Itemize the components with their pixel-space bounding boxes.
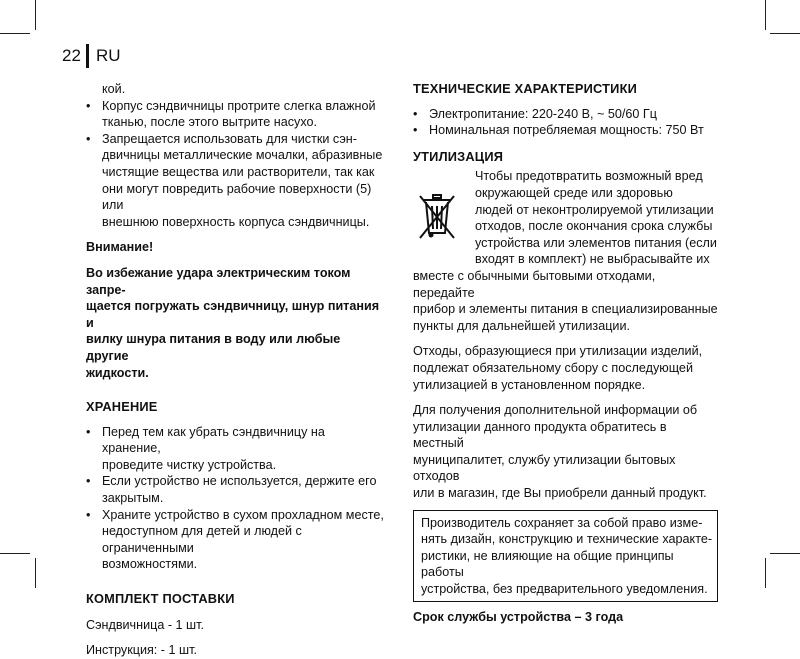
service-life: Срок службы устройства – 3 года — [413, 609, 624, 624]
text-line: двичницы металлические мочалки, абразивные — [102, 148, 383, 163]
text-line: Производитель сохраняет за собой право изме- — [421, 515, 703, 530]
text-line: они могут повредить рабочие поверхности (5) или — [102, 181, 372, 213]
list-item — [86, 98, 386, 131]
text-line: внешнюю поверхность корпуса сэндвичницы. — [102, 214, 370, 229]
right-column — [413, 81, 718, 625]
kit-heading: КОМПЛЕКТ ПОСТАВКИ — [86, 591, 235, 607]
crop-mark — [770, 33, 800, 34]
text-line: вместе с обычными бытовыми отходами, передайте — [413, 268, 656, 300]
text-line: окружающей среде или здоровью — [475, 185, 673, 200]
disposal-paragraph — [413, 343, 718, 393]
text-line: утилизации данного продукта обратитесь в местный — [413, 419, 667, 451]
text-line: тканью, после этого вытрите насухо. — [102, 115, 317, 130]
storage-list — [86, 424, 386, 573]
text-line: муниципалитет, службу утилизации бытовых отходов — [413, 452, 676, 484]
disposal-heading: УТИЛИЗАЦИЯ — [413, 148, 504, 164]
text-line: людей от неконтролируемой утилизации — [475, 202, 714, 217]
list-item — [86, 507, 386, 573]
list-item — [86, 473, 386, 506]
crop-mark — [765, 558, 766, 588]
text-line: Для получения дополнительной информации об — [413, 403, 698, 418]
text-line: подлежат обязательному сбору с последующей — [413, 360, 693, 375]
text-line: • Если устройство не используется, держите его — [102, 474, 377, 489]
text-line: вилку шнура питания в воду или любые другие — [86, 332, 341, 363]
disposal-block — [413, 168, 718, 334]
text-line: прибор и элементы питания в специализированные — [413, 302, 718, 317]
text-line: • Запрещается использовать для чистки сэн- — [102, 131, 357, 146]
crop-mark — [770, 553, 800, 554]
crop-mark — [765, 0, 766, 30]
text-line: • Храните устройство в сухом прохладном месте, — [102, 507, 384, 522]
text-line: или в магазин, где Вы приобрели данный продукт. — [413, 486, 707, 501]
text-line: чистящие вещества или растворители, так как — [102, 164, 375, 179]
tech-list — [413, 106, 718, 139]
text-line: • Перед тем как убрать сэндвичницу на хранение, — [102, 424, 325, 456]
text-line: устройства, без предварительного уведомления. — [421, 582, 708, 597]
text-line: утилизацией в установленном порядке. — [413, 377, 646, 392]
text-line: Во избежание удара электрическим током запре- — [86, 265, 351, 297]
kit-item: Сэндвичница - 1 шт. — [86, 617, 204, 632]
list-item — [86, 424, 386, 474]
text-line: пункты для дальнейшей утилизации. — [413, 318, 630, 333]
text-line: входят в комплект) не выбрасывайте их — [475, 252, 710, 267]
text-line: отходов, после окончания срока службы — [475, 219, 713, 234]
text-line: нять дизайн, конструкцию и технические характе- — [421, 532, 713, 547]
text-line: щается погружать сэндвичницу, шнур питания и — [86, 299, 380, 330]
storage-heading: ХРАНЕНИЕ — [86, 399, 158, 415]
list-item — [86, 131, 386, 231]
list-item: • Номинальная потребляемая мощность: 750 Вт — [413, 122, 718, 139]
text-line: ристики, не влияющие на общие принципы работы — [421, 548, 674, 580]
continued-text: кой. — [102, 82, 126, 96]
text-line: проведите чистку устройства. — [102, 457, 277, 472]
page-number: 22 — [62, 46, 81, 65]
attention-text — [86, 265, 386, 381]
tech-heading: ТЕХНИЧЕСКИЕ ХАРАКТЕРИСТИКИ — [413, 81, 637, 96]
info-paragraph — [413, 402, 718, 502]
header-divider — [86, 44, 89, 68]
disposal-indented-text — [413, 168, 718, 268]
text-line: • Корпус сэндвичницы протрите слегка влажной — [102, 98, 376, 113]
text-line: Чтобы предотвратить возможный вред — [475, 169, 703, 184]
crop-mark — [35, 558, 36, 588]
crop-mark — [0, 33, 30, 34]
crossed-out-wheelie-bin-icon — [417, 193, 457, 243]
attention-title: Внимание! — [86, 240, 154, 255]
kit-item: Инструкция: - 1 шт. — [86, 643, 197, 658]
text-line: жидкости. — [86, 365, 149, 380]
cleaning-list — [86, 98, 386, 231]
disposal-text — [413, 268, 718, 334]
language-code: RU — [96, 46, 121, 65]
text-line: недоступном для детей и людей с ограниченными — [102, 524, 302, 555]
text-line: устройства или элементов питания (если — [475, 235, 717, 250]
text-line: возможностями. — [102, 557, 198, 572]
list-item: • Электропитание: 220-240 В, ~ 50/60 Гц — [413, 106, 718, 123]
text-line: Отходы, образующиеся при утилизации изделий, — [413, 344, 703, 359]
crop-mark — [0, 553, 30, 554]
crop-mark — [35, 0, 36, 30]
left-column — [86, 81, 386, 659]
text-line: закрытым. — [102, 491, 164, 506]
